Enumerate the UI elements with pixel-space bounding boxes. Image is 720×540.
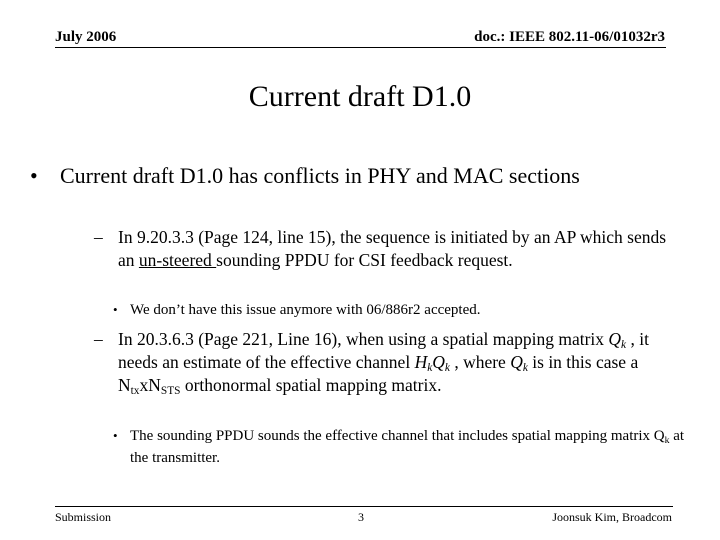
slide-title: Current draft D1.0 — [248, 80, 472, 113]
sub-bullet-1 — [94, 226, 678, 272]
sub-bullet-2-text — [118, 328, 678, 397]
header-doc-id: doc.: IEEE 802.11-06/01032r3 — [474, 29, 665, 45]
footer-author: Joonsuk Kim, Broadcom — [552, 510, 672, 524]
bullet-dot-icon: • — [30, 163, 38, 188]
q-symbol: Q — [432, 352, 445, 372]
sub-bullet-1-underlined: un-steered — [138, 250, 217, 270]
nsts-subscript: STS — [160, 385, 181, 397]
sub-bullet-2-part2: , it needs an estimate of the effective channel — [118, 329, 649, 372]
bullet-dot-icon: • — [113, 428, 118, 443]
sub-sub-bullet-1-text: We don’t have this issue anymore with 06/886r2 accepted. — [130, 302, 481, 318]
dash-icon: – — [94, 227, 103, 247]
sub-bullet-2-part4: is in this case a N — [118, 352, 639, 395]
q-subscript: k — [522, 362, 528, 374]
sub-bullet-1-suffix: sounding PPDU for CSI feedback request. — [216, 250, 513, 270]
footer-page-number: 3 — [358, 510, 364, 524]
note-subscript: k — [664, 435, 670, 446]
header-date: July 2006 — [55, 29, 117, 45]
h-symbol: H — [414, 352, 428, 372]
q-subscript: k — [621, 339, 627, 351]
bullet-main — [30, 162, 700, 189]
footer-divider — [55, 506, 673, 507]
h-subscript: k — [427, 362, 433, 374]
bullet-dot-icon: • — [113, 302, 118, 317]
sub-bullet-1-text — [118, 226, 678, 272]
sub-bullet-2 — [94, 328, 678, 397]
q-subscript: k — [444, 362, 450, 374]
ntx-subscript: tx — [130, 385, 140, 397]
sub-bullet-2-part1: In 20.3.6.3 (Page 221, Line 16), when using a spatial mapping matrix — [118, 329, 609, 349]
dash-icon: – — [94, 329, 103, 349]
sub-bullet-1-prefix: In 9.20.3.3 (Page 124, line 15), the sequence is initiated by an AP which sends an — [118, 227, 667, 270]
sub-sub-bullet-1 — [113, 299, 690, 321]
header-divider — [55, 47, 666, 48]
sub-sub-bullet-2-text — [130, 425, 690, 469]
sub-sub-bullet-2-part1: The sounding PPDU sounds the effective channel that includes spatial mapping matrix Q — [130, 428, 665, 444]
sub-sub-bullet-2-part2: at the transmitter. — [130, 428, 685, 466]
q-symbol: Q — [510, 352, 523, 372]
sub-bullet-2-part5: xN — [139, 375, 161, 395]
sub-bullet-2-part6: orthonormal spatial mapping matrix. — [180, 375, 442, 395]
sub-bullet-2-part3: , where — [449, 352, 511, 372]
sub-sub-bullet-2 — [113, 425, 690, 469]
footer-submission: Submission — [55, 510, 112, 524]
bullet-main-text: Current draft D1.0 has conflicts in PHY and MAC sections — [60, 163, 580, 188]
q-symbol: Q — [608, 329, 622, 349]
